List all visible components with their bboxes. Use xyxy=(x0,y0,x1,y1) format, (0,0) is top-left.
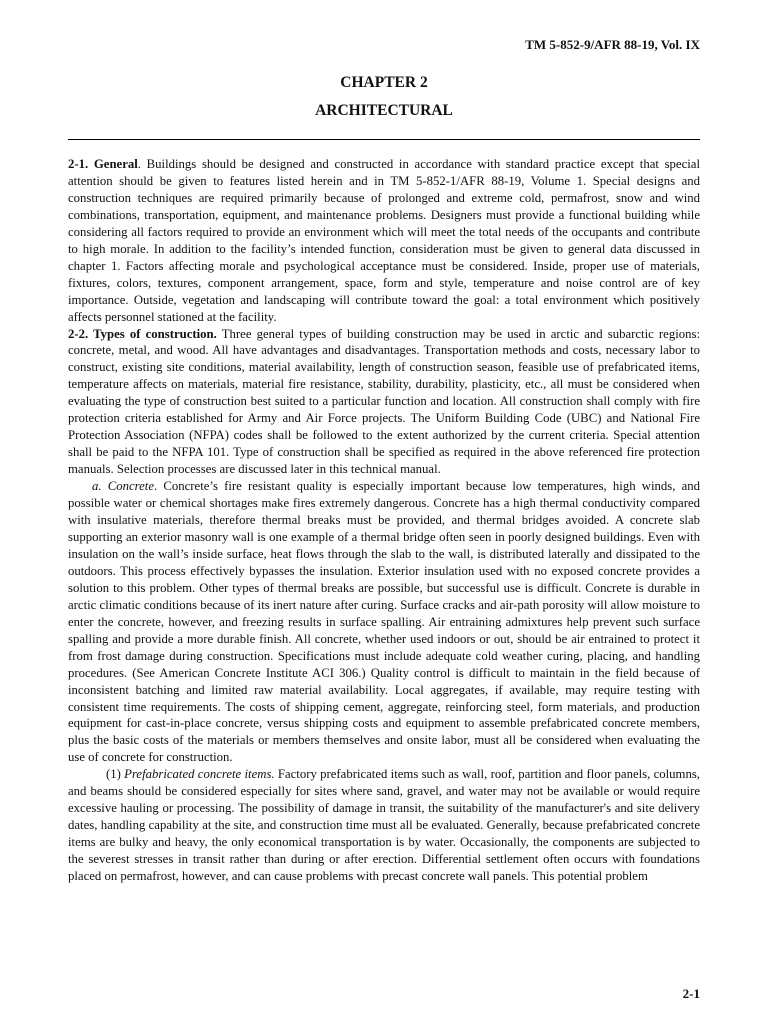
subsection-label: Prefabricated concrete items. xyxy=(124,767,275,782)
section-types-of-construction xyxy=(68,326,700,479)
item-number: (1) xyxy=(106,767,125,782)
section-general xyxy=(68,156,700,326)
section-heading: 2-2. Types of construction. xyxy=(68,326,217,341)
body-text xyxy=(68,156,700,885)
chapter-title: ARCHITECTURAL xyxy=(315,102,453,119)
page-number: 2-1 xyxy=(682,986,700,1001)
document-reference: TM 5-852-9/AFR 88-19, Vol. IX xyxy=(525,37,700,52)
title-divider xyxy=(68,139,700,140)
chapter-number: CHAPTER 2 xyxy=(340,74,428,91)
subsection-concrete xyxy=(68,478,700,766)
subsection-text: . Concrete’s fire resistant quality is especially important because low temperatures, high winds, and possible water or chemical shortages make fires extremely dangerous. Concrete has a high thermal conductivity compared with insulative materials, therefore thermal breaks must be provided, and thermal bridges avoided. A concrete slab supporting an exterior masonry wall is one example of a thermal bridge often seen in poorly designed buildings. Even with insulation on the wall’s inside surface, heat flows through the slab to the wall, is distributed laterally and dissipated to the outdoors. This process effectively bypasses the insulation. Exterior insulation used with no exposed concrete provides a solution to this problem. Other types of thermal breaks are possible, but successful use is difficult. Concrete is durable in arctic climatic conditions because of its inert nature after curing. Surface cracks and air-path porosity will allow moisture to enter the concrete, however, and freezing results in surface spalling. Air entraining admixtures help prevent such surface spalling and provide a more durable finish. All concrete, whether used indoors or out, should be air entrained to protect it from frost damage during construction. Specifications must include adequate cold weather curing, placing, and handling procedures. (See American Concrete Institute ACI 306.) Quality control is difficult to maintain in the field because of inconsistent batching and limited raw material availability. Local aggregates, if available, may require testing with consistent time requirements. The costs of shipping cement, aggregate, reinforcing steel, form materials, and production equipment for cast-in-place concrete, versus shipping costs and equipment to assemble prefabricated concrete members, plus the basic costs of the materials or members themselves and onsite labor, must all be considered when evaluating the use of concrete for construction. xyxy=(68,479,700,765)
subsection-label: a. Concrete xyxy=(92,479,155,494)
subsection-text: Factory prefabricated items such as wall, roof, partition and floor panels, columns, and beams should be considered especially for sites where sand, gravel, and water may not be available or would require excessive hauling or processing. The possibility of damage in transit, the suitability of the manufacturer's and site delivery dates, handling capability at the site, and construction time must all be evaluated. Generally, because prefabricated concrete items are bulky and heavy, the only economical transportation is by water. Occasionally, the components are subjected to the severest stresses in transit rather than during or after erection. Differential settlement often occurs with foundations placed on permafrost, however, and can cause problems with precast concrete wall panels. This potential problem xyxy=(68,767,700,884)
section-text: Three general types of building construction may be used in arctic and subarctic regions: concrete, metal, and wood. All have advantages and disadvantages. Transportation methods and costs, necessary labor to construct, existing site conditions, material availability, length of construction season, feasible use of prefabricated items, temperature affects on materials, material fire resistance, stability, durability, plasticity, etc., all must be considered when evaluating the type of construction best suited to a particular function and location. All construction shall comply with fire protection criteria established for Army and Air Force projects. The Uniform Building Code (UBC) and National Fire Protection Association (NFPA) codes shall be followed to the extent authorized by the current criteria. Special attention shall be paid to the NFPA 101. Type of construction shall be specified as required in the above referenced fire protection manuals. Selection processes are discussed later in this technical manual. xyxy=(68,326,701,477)
section-text: . Buildings should be designed and constructed in accordance with standard practice except that special attention should be given to features listed herein and in TM 5-852-1/AFR 88-19, Volume 1. Special designs and construction techniques are required primarily because of prolonged and extreme cold, permafrost, snow and wind combinations, transportation, equipment, and maintenance problems. Designers must provide a functional building while considering all factors required to provide an environment which will meet the total needs of the occupants and contribute to high morale. In addition to the facility’s intended function, consideration must be given to general data discussed in chapter 1. Factors affecting morale and psychological acceptance must be considered. Inside, proper use of materials, fixtures, colors, textures, component arrangement, space, form and style, temperature and noise control are of key importance. Outside, vegetation and landscaping will contribute toward the goal: a total environment which positively affects personnel stationed at the facility. xyxy=(68,157,700,324)
subsection-prefabricated-concrete xyxy=(68,766,700,885)
section-heading: 2-1. General xyxy=(68,157,138,171)
